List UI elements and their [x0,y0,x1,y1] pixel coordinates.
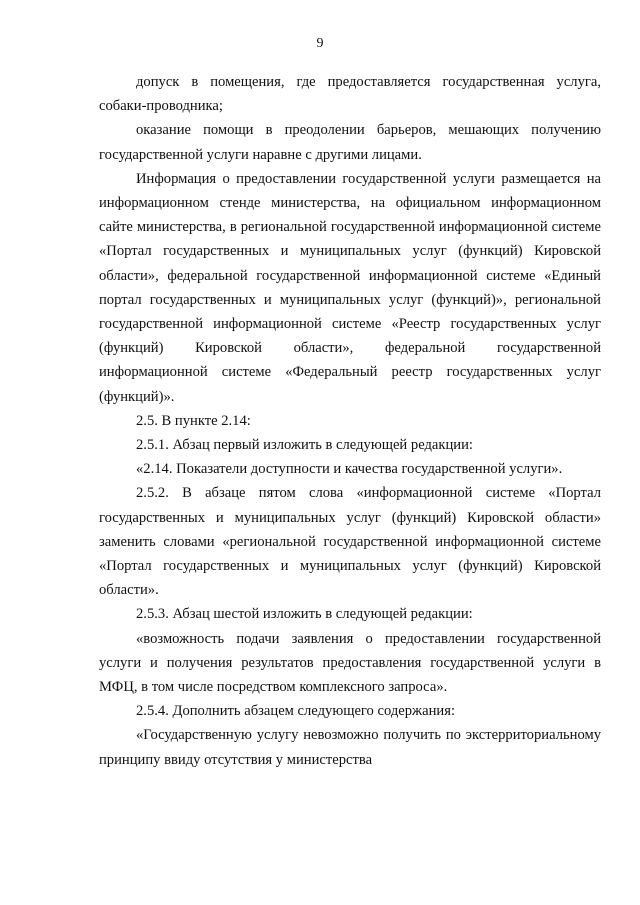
paragraph-barrier-assistance: оказание помощи в преодолении барьеров, мешающих получению государственной услуги наравне с другими лицами. [99,122,601,163]
document-body [99,70,601,772]
paragraph-2-5: 2.5. В пункте 2.14: [136,412,251,429]
paragraph-2-5-2: 2.5.2. В абзаце пятом слова «информационной системе «Портал государственных и муниципальных услуг (функций) Кировской области» заменить словами «региональной государственной информационной системе «Портал государственных и муниципальных услуг (функций) Кировской области». [99,485,601,599]
paragraph-2-5-3: 2.5.3. Абзац шестой изложить в следующей редакции: [136,606,473,623]
paragraph-information-placement: Информация о предоставлении государственной услуги размещается на информационном стенде министерства, на официальном информационном сайте министерства, в региональной государственной информационной системе «Портал государственных и муниципальных услуг (функций) Кировской области», федеральной государственной информационной системе «Единый портал государственных и муниципальных услуг (функций)», региональной государственной информационной системе «Реестр государственных услуг (функций) Кировской области», федеральной государственной информационной системе «Федеральный реестр государственных услуг (функций)». [99,170,601,405]
paragraph-2-5-1: 2.5.1. Абзац первый изложить в следующей редакции: [136,437,473,454]
paragraph-2-14-title: «2.14. Показатели доступности и качества государственной услуги». [136,461,563,478]
page-number: 9 [316,36,324,51]
paragraph-extraterritorial: «Государственную услугу невозможно получить по экстерриториальному принципу ввиду отсутствия у министерства [99,727,601,768]
paragraph-application-possibility: «возможность подачи заявления о предоставлении государственной услуги и получения результатов предоставления государственной услуги в МФЦ, в том числе посредством комплексного запроса». [99,630,601,696]
paragraph-guide-dog: допуск в помещения, где предоставляется государственная услуга, собаки-проводника; [99,74,601,115]
paragraph-2-5-4: 2.5.4. Дополнить абзацем следующего содержания: [136,703,456,720]
